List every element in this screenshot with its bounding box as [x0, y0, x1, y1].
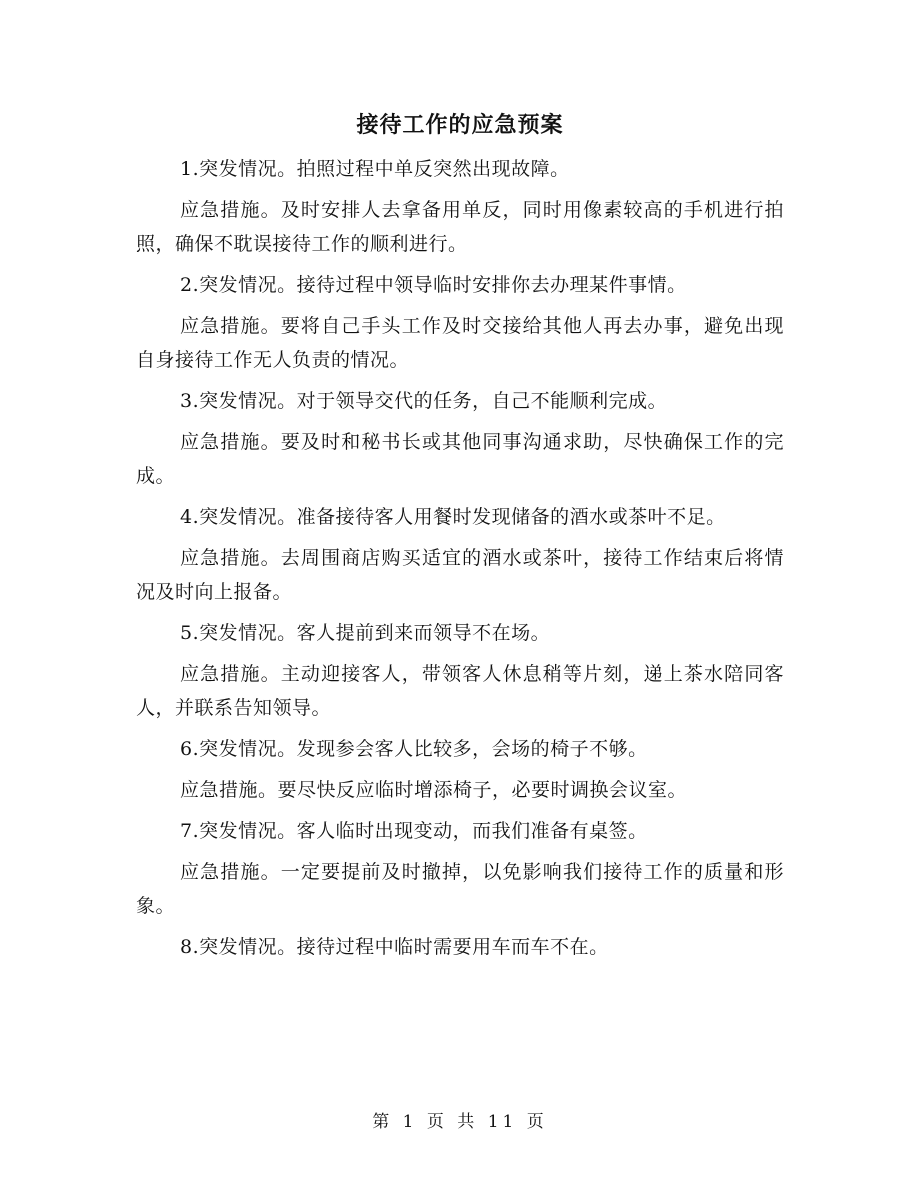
paragraph-10: 应急措施。主动迎接客人，带领客人休息稍等片刻，递上茶水陪同客人，并联系告知领导。: [136, 663, 784, 719]
paragraph-3: 2.突发情况。接待过程中领导临时安排你去办理某件事情。: [180, 274, 687, 296]
paragraph-13: 7.突发情况。客人临时出现变动，而我们准备有桌签。: [180, 820, 648, 842]
paragraph-15: 8.突发情况。接待过程中临时需要用车而车不在。: [180, 936, 609, 958]
paragraph-6: 应急措施。要及时和秘书长或其他同事沟通求助，尽快确保工作的完成。: [136, 431, 784, 487]
paragraph-7: 4.突发情况。准备接待客人用餐时发现储备的酒水或茶叶不足。: [180, 506, 726, 528]
paragraph-12: 应急措施。要尽快反应临时增添椅子，必要时调换会议室。: [180, 779, 688, 801]
paragraph-9: 5.突发情况。客人提前到来而领导不在场。: [180, 622, 551, 644]
page-number-footer: 第 1 页 共 11 页: [372, 1112, 548, 1132]
paragraph-8: 应急措施。去周围商店购买适宜的酒水或茶叶，接待工作结束后将情况及时向上报备。: [136, 547, 784, 603]
document-title: 接待工作的应急预案: [356, 112, 564, 138]
paragraph-1: 1.突发情况。拍照过程中单反突然出现故障。: [180, 158, 570, 180]
paragraph-2: 应急措施。及时安排人去拿备用单反，同时用像素较高的手机进行拍照，确保不耽误接待工作的顺利进行。: [136, 199, 784, 255]
paragraph-11: 6.突发情况。发现参会客人比较多，会场的椅子不够。: [180, 738, 648, 760]
paragraph-4: 应急措施。要将自己手头工作及时交接给其他人再去办事，避免出现自身接待工作无人负责的情况。: [136, 315, 784, 371]
paragraph-14: 应急措施。一定要提前及时撤掉，以免影响我们接待工作的质量和形象。: [136, 861, 784, 917]
paragraph-5: 3.突发情况。对于领导交代的任务，自己不能顺利完成。: [180, 390, 668, 412]
document-body: [136, 152, 784, 971]
